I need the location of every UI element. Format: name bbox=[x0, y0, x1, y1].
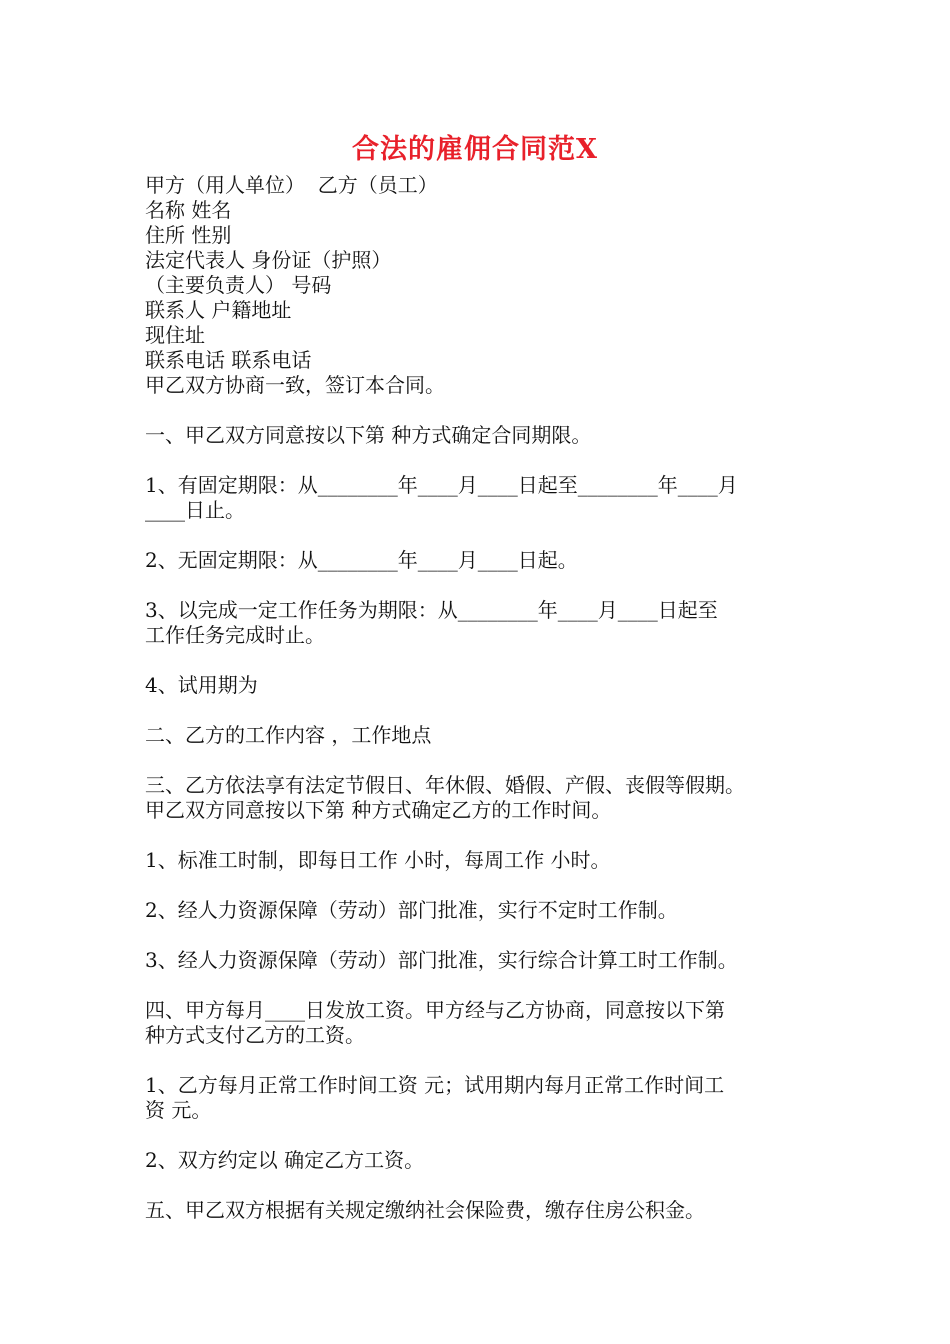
text-line: 1、乙方每月正常工作时间工资 元；试用期内每月正常工作时间工 bbox=[145, 1073, 725, 1097]
text-line: 资 元。 bbox=[145, 1098, 212, 1122]
text-line: 3、以完成一定工作任务为期限：从________年____月____日起至 bbox=[145, 598, 718, 622]
text-line: 法定代表人 身份证（护照） bbox=[145, 248, 392, 272]
text-line: 2、双方约定以 确定乙方工资。 bbox=[145, 1148, 425, 1172]
document-body bbox=[145, 173, 825, 1223]
text-line: 1、标准工时制，即每日工作 小时，每周工作 小时。 bbox=[145, 848, 611, 872]
text-line: 3、经人力资源保障（劳动）部门批准，实行综合计算工时工作制。 bbox=[145, 948, 738, 972]
text-line: 2、经人力资源保障（劳动）部门批准，实行不定时工作制。 bbox=[145, 898, 678, 922]
text-line: 五、甲乙双方根据有关规定缴纳社会保险费，缴存住房公积金。 bbox=[145, 1198, 705, 1222]
text-line: 现住址 bbox=[145, 323, 205, 347]
text-line: 四、甲方每月____日发放工资。甲方经与乙方协商，同意按以下第 bbox=[145, 998, 725, 1022]
blank-line bbox=[145, 573, 825, 598]
text-line: 甲乙双方同意按以下第 种方式确定乙方的工作时间。 bbox=[145, 798, 612, 822]
text-line: 甲乙双方协商一致，签订本合同。 bbox=[145, 373, 445, 397]
blank-line bbox=[145, 648, 825, 673]
text-line: 2、无固定期限：从________年____月____日起。 bbox=[145, 548, 578, 572]
text-line: 1、有固定期限：从________年____月____日起至________年____月 bbox=[145, 473, 738, 497]
blank-line bbox=[145, 748, 825, 773]
document-title: 合法的雇佣合同范X bbox=[352, 134, 598, 165]
blank-line bbox=[145, 1123, 825, 1148]
text-line: 种方式支付乙方的工资。 bbox=[145, 1023, 365, 1047]
text-line: 住所 性别 bbox=[145, 223, 232, 247]
text-line: 一、甲乙双方同意按以下第 种方式确定合同期限。 bbox=[145, 423, 592, 447]
text-line: （主要负责人） 号码 bbox=[145, 273, 332, 297]
blank-line bbox=[145, 1173, 825, 1198]
blank-line bbox=[145, 448, 825, 473]
blank-line bbox=[145, 823, 825, 848]
text-line: 工作任务完成时止。 bbox=[145, 623, 325, 647]
text-line: 联系人 户籍地址 bbox=[145, 298, 292, 322]
blank-line bbox=[145, 873, 825, 898]
blank-line bbox=[145, 523, 825, 548]
text-line: 三、乙方依法享有法定节假日、年休假、婚假、产假、丧假等假期。 bbox=[145, 773, 745, 797]
text-line: 名称 姓名 bbox=[145, 198, 232, 222]
blank-line bbox=[145, 398, 825, 423]
text-line: 联系电话 联系电话 bbox=[145, 348, 312, 372]
text-line: 二、乙方的工作内容 ，工作地点 bbox=[145, 723, 432, 747]
blank-line bbox=[145, 923, 825, 948]
blank-line bbox=[145, 973, 825, 998]
text-line: 4、试用期为 bbox=[145, 673, 258, 697]
text-line: ____日止。 bbox=[145, 498, 245, 522]
blank-line bbox=[145, 698, 825, 723]
text-line: 甲方（用人单位） 乙方（员工） bbox=[145, 173, 438, 197]
blank-line bbox=[145, 1048, 825, 1073]
